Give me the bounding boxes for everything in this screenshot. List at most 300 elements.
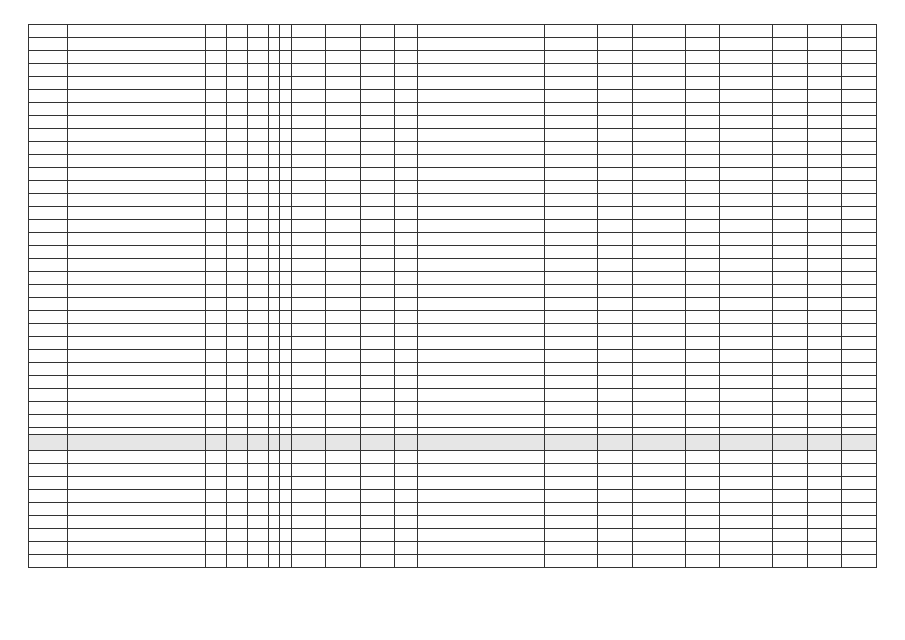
table-cell xyxy=(227,311,248,324)
table-cell xyxy=(291,246,326,259)
table-cell xyxy=(268,155,280,168)
table-cell xyxy=(418,233,545,246)
table-cell xyxy=(685,116,720,129)
table-cell xyxy=(291,435,326,451)
table-cell xyxy=(632,194,685,207)
table-cell xyxy=(268,272,280,285)
table-row xyxy=(29,516,877,529)
table-cell xyxy=(598,181,633,194)
table-cell xyxy=(720,435,773,451)
table-cell xyxy=(418,77,545,90)
table-cell xyxy=(291,324,326,337)
table-cell xyxy=(773,194,808,207)
table-cell xyxy=(418,311,545,324)
table-cell xyxy=(206,194,227,207)
table-row xyxy=(29,207,877,220)
table-cell xyxy=(227,51,248,64)
table-cell xyxy=(842,25,877,38)
table-cell xyxy=(326,142,361,155)
table-cell xyxy=(360,25,395,38)
table-cell xyxy=(685,246,720,259)
table-cell xyxy=(632,529,685,542)
table-cell xyxy=(247,311,268,324)
table-cell xyxy=(545,259,598,272)
table-cell xyxy=(68,350,206,363)
table-cell xyxy=(29,337,68,350)
table-cell xyxy=(598,464,633,477)
table-cell xyxy=(598,503,633,516)
table-cell xyxy=(247,324,268,337)
table-cell xyxy=(247,298,268,311)
table-cell xyxy=(206,25,227,38)
table-cell xyxy=(685,435,720,451)
table-cell xyxy=(360,207,395,220)
table-cell xyxy=(68,129,206,142)
table-cell xyxy=(598,363,633,376)
table-cell xyxy=(291,194,326,207)
table-cell xyxy=(360,168,395,181)
table-cell xyxy=(291,350,326,363)
table-cell xyxy=(545,389,598,402)
table-cell xyxy=(227,363,248,376)
table-cell xyxy=(206,464,227,477)
table-cell xyxy=(280,516,292,529)
table-cell xyxy=(206,477,227,490)
table-cell xyxy=(395,451,418,464)
table-cell xyxy=(773,38,808,51)
table-cell xyxy=(326,311,361,324)
table-cell xyxy=(395,194,418,207)
table-cell xyxy=(773,285,808,298)
table-cell xyxy=(598,233,633,246)
table-cell xyxy=(685,233,720,246)
table-cell xyxy=(227,376,248,389)
table-cell xyxy=(227,259,248,272)
table-cell xyxy=(418,103,545,116)
table-cell xyxy=(720,38,773,51)
table-cell xyxy=(326,129,361,142)
table-cell xyxy=(206,451,227,464)
table-cell xyxy=(842,220,877,233)
table-cell xyxy=(268,464,280,477)
table-cell xyxy=(632,207,685,220)
table-cell xyxy=(29,285,68,298)
table-cell xyxy=(395,285,418,298)
table-cell xyxy=(268,142,280,155)
table-cell xyxy=(395,90,418,103)
table-cell xyxy=(418,516,545,529)
table-cell xyxy=(720,298,773,311)
table-cell xyxy=(598,389,633,402)
table-cell xyxy=(280,259,292,272)
table-cell xyxy=(685,376,720,389)
table-cell xyxy=(29,168,68,181)
table-cell xyxy=(227,246,248,259)
table-cell xyxy=(29,233,68,246)
table-row xyxy=(29,451,877,464)
table-cell xyxy=(598,246,633,259)
table-cell xyxy=(598,129,633,142)
table-cell xyxy=(807,51,842,64)
table-cell xyxy=(807,129,842,142)
table-cell xyxy=(360,233,395,246)
table-cell xyxy=(842,272,877,285)
table-cell xyxy=(632,516,685,529)
table-cell xyxy=(842,285,877,298)
table-cell xyxy=(206,103,227,116)
table-cell xyxy=(29,435,68,451)
table-cell xyxy=(545,555,598,568)
table-cell xyxy=(685,64,720,77)
table-cell xyxy=(268,555,280,568)
table-cell xyxy=(773,298,808,311)
table-cell xyxy=(773,142,808,155)
table-cell xyxy=(418,25,545,38)
table-cell xyxy=(720,324,773,337)
table-row xyxy=(29,259,877,272)
table-cell xyxy=(291,428,326,435)
table-cell xyxy=(632,324,685,337)
table-cell xyxy=(773,233,808,246)
table-cell xyxy=(842,233,877,246)
table-cell xyxy=(68,389,206,402)
table-cell xyxy=(326,350,361,363)
table-cell xyxy=(291,490,326,503)
table-cell xyxy=(395,389,418,402)
table-cell xyxy=(418,490,545,503)
table-cell xyxy=(280,477,292,490)
table-cell xyxy=(807,477,842,490)
table-cell xyxy=(395,168,418,181)
table-cell xyxy=(29,363,68,376)
table-cell xyxy=(326,376,361,389)
table-cell xyxy=(685,428,720,435)
table-cell xyxy=(206,490,227,503)
table-cell xyxy=(268,415,280,428)
table-cell xyxy=(29,194,68,207)
table-cell xyxy=(685,285,720,298)
table-cell xyxy=(360,220,395,233)
table-row xyxy=(29,389,877,402)
table-cell xyxy=(773,220,808,233)
table-cell xyxy=(291,363,326,376)
table-cell xyxy=(395,311,418,324)
table-cell xyxy=(29,246,68,259)
table-cell xyxy=(685,103,720,116)
table-cell xyxy=(280,285,292,298)
table-cell xyxy=(268,103,280,116)
table-cell xyxy=(247,116,268,129)
table-cell xyxy=(807,207,842,220)
table-cell xyxy=(807,181,842,194)
table-cell xyxy=(395,220,418,233)
table-cell xyxy=(545,168,598,181)
table-cell xyxy=(206,142,227,155)
table-cell xyxy=(227,207,248,220)
table-cell xyxy=(632,168,685,181)
table-cell xyxy=(395,259,418,272)
table-row xyxy=(29,490,877,503)
table-cell xyxy=(842,350,877,363)
table-cell xyxy=(360,272,395,285)
table-cell xyxy=(598,451,633,464)
table-cell xyxy=(268,194,280,207)
table-cell xyxy=(842,477,877,490)
table-cell xyxy=(685,168,720,181)
table-cell xyxy=(773,337,808,350)
table-cell xyxy=(29,259,68,272)
table-cell xyxy=(268,181,280,194)
table-cell xyxy=(720,181,773,194)
table-cell xyxy=(807,142,842,155)
table-cell xyxy=(395,207,418,220)
table-cell xyxy=(268,129,280,142)
subtotal-row xyxy=(29,129,877,142)
table-row xyxy=(29,272,877,285)
table-cell xyxy=(598,350,633,363)
table-cell xyxy=(29,272,68,285)
table-cell xyxy=(632,350,685,363)
table-cell xyxy=(206,516,227,529)
table-cell xyxy=(326,25,361,38)
table-cell xyxy=(206,207,227,220)
table-cell xyxy=(326,428,361,435)
table-cell xyxy=(598,142,633,155)
table-cell xyxy=(326,464,361,477)
table-cell xyxy=(247,451,268,464)
table-cell xyxy=(227,168,248,181)
table-cell xyxy=(291,129,326,142)
table-cell xyxy=(807,64,842,77)
table-cell xyxy=(29,103,68,116)
table-row xyxy=(29,103,877,116)
table-cell xyxy=(632,402,685,415)
table-cell xyxy=(598,490,633,503)
table-cell xyxy=(268,168,280,181)
table-cell xyxy=(598,435,633,451)
table-cell xyxy=(842,503,877,516)
table-cell xyxy=(68,285,206,298)
table-cell xyxy=(632,259,685,272)
table-cell xyxy=(545,116,598,129)
table-cell xyxy=(291,90,326,103)
table-cell xyxy=(326,38,361,51)
table-cell xyxy=(807,155,842,168)
table-cell xyxy=(29,129,68,142)
table-cell xyxy=(632,451,685,464)
table-cell xyxy=(807,116,842,129)
table-cell xyxy=(68,272,206,285)
table-cell xyxy=(326,402,361,415)
table-cell xyxy=(685,272,720,285)
table-cell xyxy=(598,207,633,220)
table-cell xyxy=(206,90,227,103)
table-cell xyxy=(291,503,326,516)
table-cell xyxy=(720,415,773,428)
table-cell xyxy=(545,542,598,555)
table-cell xyxy=(247,415,268,428)
table-cell xyxy=(598,477,633,490)
table-cell xyxy=(632,363,685,376)
table-cell xyxy=(291,181,326,194)
table-cell xyxy=(545,311,598,324)
table-cell xyxy=(291,103,326,116)
table-cell xyxy=(598,542,633,555)
table-cell xyxy=(395,324,418,337)
table-cell xyxy=(418,38,545,51)
table-cell xyxy=(280,103,292,116)
table-cell xyxy=(326,220,361,233)
table-cell xyxy=(395,103,418,116)
table-cell xyxy=(720,389,773,402)
table-cell xyxy=(68,77,206,90)
table-cell xyxy=(268,207,280,220)
table-cell xyxy=(807,259,842,272)
table-body xyxy=(29,25,877,568)
table-cell xyxy=(247,428,268,435)
table-cell xyxy=(807,415,842,428)
table-cell xyxy=(326,324,361,337)
table-cell xyxy=(418,272,545,285)
table-cell xyxy=(545,337,598,350)
table-cell xyxy=(227,516,248,529)
table-cell xyxy=(632,77,685,90)
table-cell xyxy=(360,246,395,259)
table-cell xyxy=(632,181,685,194)
table-cell xyxy=(326,103,361,116)
table-cell xyxy=(842,389,877,402)
table-cell xyxy=(842,246,877,259)
table-cell xyxy=(598,285,633,298)
table-cell xyxy=(206,428,227,435)
table-cell xyxy=(685,155,720,168)
table-cell xyxy=(807,490,842,503)
table-cell xyxy=(29,542,68,555)
table-cell xyxy=(720,168,773,181)
table-cell xyxy=(632,311,685,324)
table-cell xyxy=(29,64,68,77)
table-row xyxy=(29,464,877,477)
table-cell xyxy=(807,168,842,181)
table-cell xyxy=(842,116,877,129)
table-cell xyxy=(326,51,361,64)
table-cell xyxy=(545,25,598,38)
table-cell xyxy=(247,207,268,220)
table-cell xyxy=(268,363,280,376)
table-cell xyxy=(807,451,842,464)
table-cell xyxy=(68,168,206,181)
table-cell xyxy=(206,285,227,298)
table-cell xyxy=(720,142,773,155)
table-row xyxy=(29,38,877,51)
table-cell xyxy=(206,38,227,51)
table-cell xyxy=(418,142,545,155)
table-cell xyxy=(685,402,720,415)
table-cell xyxy=(68,116,206,129)
table-row xyxy=(29,90,877,103)
table-cell xyxy=(545,51,598,64)
table-cell xyxy=(842,451,877,464)
table-cell xyxy=(29,389,68,402)
table-cell xyxy=(773,363,808,376)
table-cell xyxy=(326,181,361,194)
table-cell xyxy=(773,389,808,402)
table-cell xyxy=(807,337,842,350)
table-cell xyxy=(360,451,395,464)
table-cell xyxy=(720,350,773,363)
table-cell xyxy=(227,90,248,103)
table-cell xyxy=(206,542,227,555)
table-cell xyxy=(326,529,361,542)
table-cell xyxy=(227,415,248,428)
table-cell xyxy=(598,555,633,568)
table-cell xyxy=(598,155,633,168)
table-cell xyxy=(418,435,545,451)
table-cell xyxy=(418,529,545,542)
table-cell xyxy=(227,181,248,194)
table-row xyxy=(29,142,877,155)
table-cell xyxy=(326,542,361,555)
table-cell xyxy=(280,38,292,51)
table-cell xyxy=(280,77,292,90)
table-cell xyxy=(247,194,268,207)
table-cell xyxy=(598,376,633,389)
table-cell xyxy=(29,415,68,428)
table-cell xyxy=(418,363,545,376)
table-cell xyxy=(247,503,268,516)
table-cell xyxy=(720,103,773,116)
table-row xyxy=(29,220,877,233)
table-cell xyxy=(842,376,877,389)
table-cell xyxy=(206,168,227,181)
subtotal-row xyxy=(29,376,877,389)
table-cell xyxy=(545,363,598,376)
table-cell xyxy=(418,129,545,142)
table-cell xyxy=(29,38,68,51)
table-row xyxy=(29,324,877,337)
table-cell xyxy=(598,428,633,435)
subtotal-row xyxy=(29,503,877,516)
table-cell xyxy=(280,155,292,168)
table-cell xyxy=(842,38,877,51)
table-cell xyxy=(291,116,326,129)
table-cell xyxy=(395,428,418,435)
table-cell xyxy=(395,25,418,38)
subtotal-row xyxy=(29,64,877,77)
table-cell xyxy=(291,542,326,555)
table-cell xyxy=(632,428,685,435)
table-cell xyxy=(773,529,808,542)
table-cell xyxy=(807,285,842,298)
table-cell xyxy=(29,464,68,477)
table-cell xyxy=(247,181,268,194)
table-cell xyxy=(720,311,773,324)
table-cell xyxy=(773,477,808,490)
table-cell xyxy=(68,207,206,220)
table-cell xyxy=(395,350,418,363)
table-cell xyxy=(68,402,206,415)
table-cell xyxy=(206,246,227,259)
table-cell xyxy=(807,311,842,324)
table-row xyxy=(29,246,877,259)
table-cell xyxy=(842,64,877,77)
table-cell xyxy=(268,435,280,451)
table-cell xyxy=(685,516,720,529)
table-cell xyxy=(807,324,842,337)
table-cell xyxy=(842,181,877,194)
table-cell xyxy=(773,90,808,103)
table-cell xyxy=(227,402,248,415)
